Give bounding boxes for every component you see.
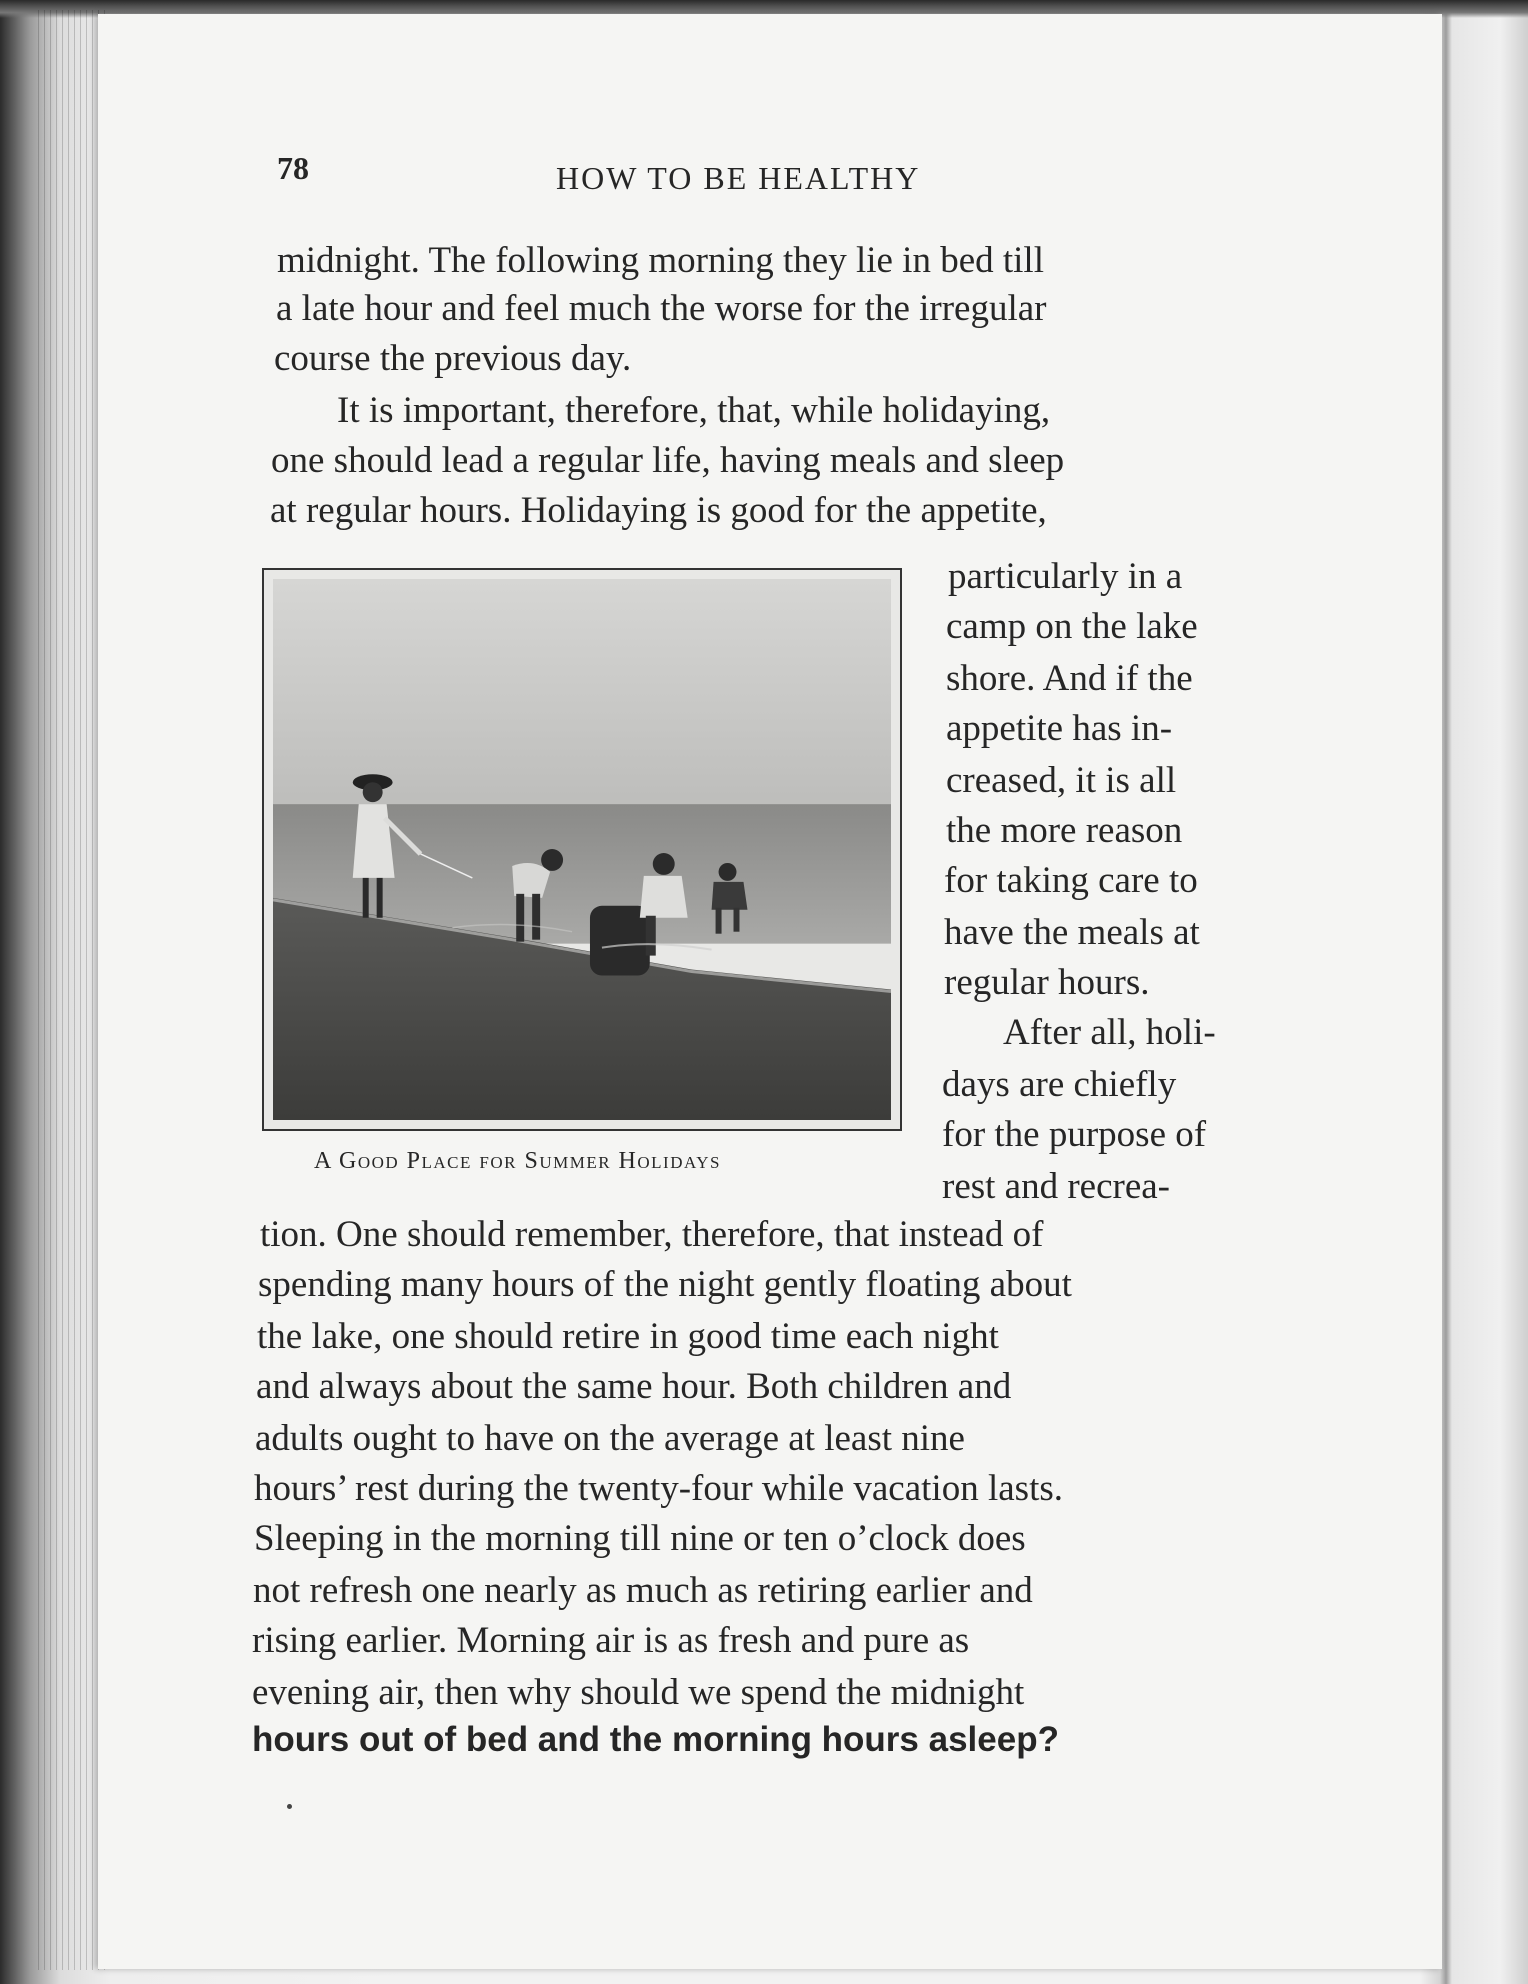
stray-ink-dot <box>287 1804 292 1809</box>
text-line-5: one should lead a regular life, having meals and sleep <box>271 440 1065 481</box>
text-line-27: not refresh one nearly as much as retiring earlier and <box>253 1570 1033 1611</box>
text-line-24: adults ought to have on the average at least nine <box>255 1418 965 1459</box>
text-line-7: particularly in a <box>948 556 1183 597</box>
text-line-29: evening air, then why should we spend the midnight <box>252 1672 1025 1713</box>
text-line-20: tion. One should remember, therefore, that instead of <box>260 1214 1044 1255</box>
text-line-9: shore. And if the <box>946 658 1193 699</box>
text-line-1: midnight. The following morning they lie in bed till <box>277 240 1044 281</box>
text-line-16: After all, holi- <box>1003 1012 1216 1053</box>
text-line-23: and always about the same hour. Both children and <box>256 1366 1012 1407</box>
text-line-14: have the meals at <box>944 912 1200 953</box>
text-line-13: for taking care to <box>944 860 1198 901</box>
text-line-11: creased, it is all <box>946 760 1177 801</box>
text-line-18: for the purpose of <box>942 1114 1207 1155</box>
text-line-2: a late hour and feel much the worse for the irregular <box>276 288 1047 329</box>
text-line-8: camp on the lake <box>946 606 1198 647</box>
text-line-10: appetite has in- <box>946 708 1173 749</box>
running-head: HOW TO BE HEALTHY <box>556 160 921 196</box>
lake-shore-photo <box>262 568 902 1131</box>
text-line-3: course the previous day. <box>274 338 632 379</box>
text-line-19: rest and recrea- <box>942 1166 1170 1207</box>
text-line-12: the more reason <box>946 810 1183 851</box>
page-number: 78 <box>277 150 309 186</box>
text-line-17: days are chiefly <box>942 1064 1177 1105</box>
text-line-26: Sleeping in the morning till nine or ten o’clock does <box>254 1518 1026 1559</box>
text-line-21: spending many hours of the night gently floating about <box>258 1264 1072 1305</box>
photo-illustration <box>273 579 891 1120</box>
text-line-28: rising earlier. Morning air is as fresh and pure as <box>252 1620 970 1661</box>
text-line-15: regular hours. <box>944 962 1150 1003</box>
text-line-30: hours out of bed and the morning hours asleep? <box>252 1720 1059 1759</box>
text-line-22: the lake, one should retire in good time each night <box>257 1316 999 1357</box>
text-line-25: hours’ rest during the twenty-four while vacation lasts. <box>254 1468 1063 1509</box>
photo-caption: A Good Place for Summer Holidays <box>314 1148 721 1174</box>
text-line-4: It is important, therefore, that, while holidaying, <box>337 390 1051 431</box>
text-line-6: at regular hours. Holidaying is good for the appetite, <box>270 490 1047 531</box>
